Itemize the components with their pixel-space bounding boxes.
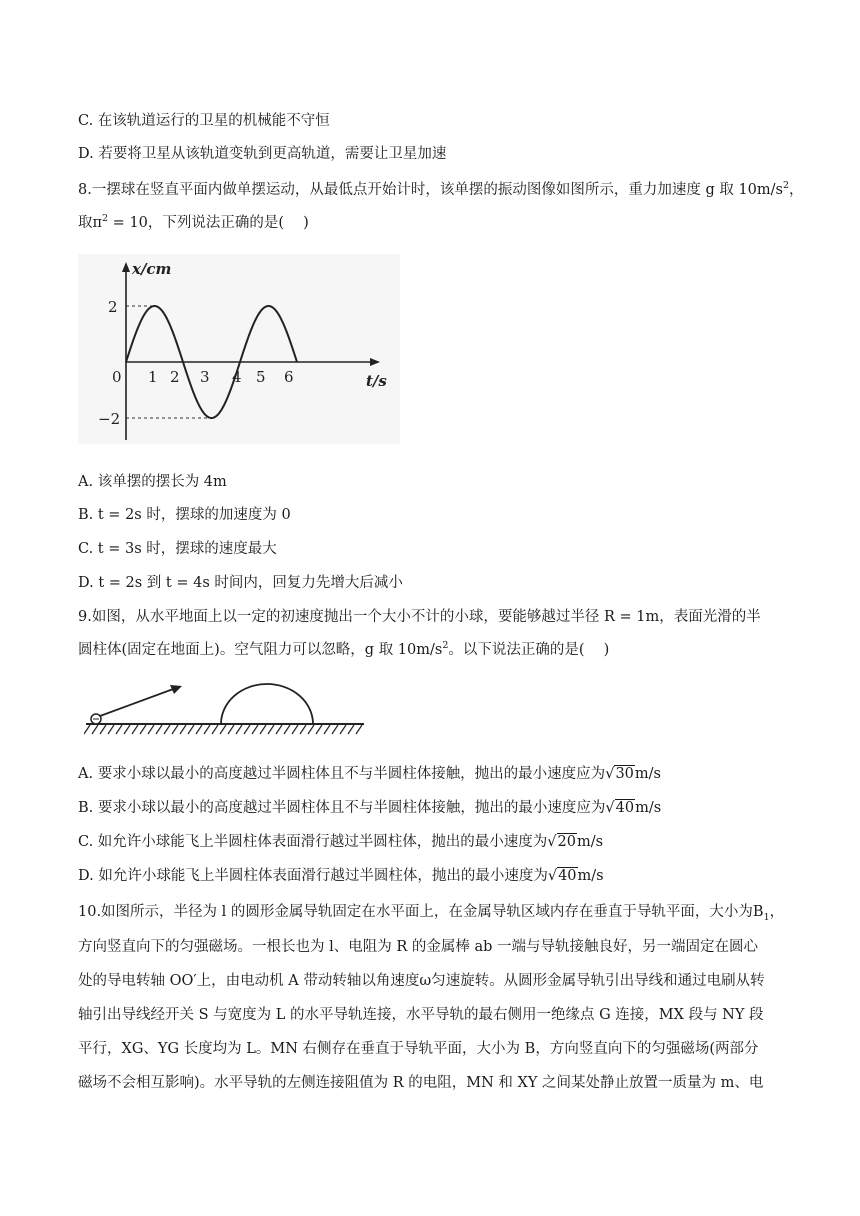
y-tick-2: 2 [108, 298, 118, 316]
q10-stem-line4: 轴引出导线经开关 S 与宽度为 L 的水平导轨连接，水平导轨的最右侧用一绝缘点 G 连接，MX 段与 NY 段 [78, 1007, 764, 1023]
q10-stem-line1: 10.如图所示，半径为 l 的圆形金属导轨固定在水平面上，在金属导轨区域内存在垂直于导轨平面，大小为$B_1$， [78, 904, 785, 923]
x-tick-5: 5 [256, 368, 266, 386]
x-tick-2: 2 [170, 368, 180, 386]
sqrt-symbol: √30 [605, 766, 634, 782]
semicylinder [221, 684, 313, 724]
q9-stem-line1: 9.如图，从水平地面上以一定的初速度抛出一个大小不计的小球，要能够越过半径 R = 1m，表面光滑的半 [78, 609, 761, 625]
x-tick-6: 6 [284, 368, 294, 386]
q9-option-d: D. 如允许小球能飞上半圆柱体表面滑行越过半圆柱体，抛出的最小速度为√40m/s [78, 868, 604, 884]
q8-vibration-graph [78, 254, 400, 444]
x-tick-1: 1 [148, 368, 158, 386]
origin-label: 0 [112, 368, 122, 386]
q9-projectile-figure [84, 676, 368, 740]
q8-option-a: A. 该单摆的摆长为 4m [78, 474, 227, 490]
q9-option-a: A. 要求小球以最小的高度越过半圆柱体且不与半圆柱体接触，抛出的最小速度应为√30m/s [78, 766, 661, 782]
sqrt-symbol: √20 [547, 834, 576, 850]
sqrt-symbol: √40 [605, 800, 635, 816]
q9-option-b: B. 要求小球以最小的高度越过半圆柱体且不与半圆柱体接触，抛出的最小速度应为√40m/s [78, 800, 662, 816]
q8-stem-line1: 8.一摆球在竖直平面内做单摆运动，从最低点开始计时，该单摆的振动图像如图所示，重力加速度 g 取 $10m/s^2$， [78, 180, 804, 198]
y-tick-neg2: −2 [98, 410, 121, 428]
q10-stem-line6: 磁场不会相互影响)。水平导轨的左侧连接阻值为 R 的电阻，MN 和 XY 之间某处静止放置一质量为 m、电 [78, 1075, 764, 1091]
q9-option-c: C. 如允许小球能飞上半圆柱体表面滑行越过半圆柱体，抛出的最小速度为√20m/s [78, 834, 604, 850]
x-tick-3: 3 [200, 368, 210, 386]
y-axis-label: x/cm [132, 260, 172, 278]
q10-stem-line2: 方向竖直向下的匀强磁场。一根长也为 l、电阻为 R 的金属棒 ab 一端与导轨接触良好，另一端固定在圆心 [78, 939, 759, 955]
q8-option-b: B. t = 2s 时，摆球的加速度为 0 [78, 507, 291, 523]
x-axis-label: t/s [366, 372, 387, 390]
q7-option-d: D. 若要将卫星从该轨道变轨到更高轨道，需要让卫星加速 [78, 146, 447, 162]
sqrt-symbol: √40 [547, 868, 577, 884]
q10-stem-line5: 平行，XG、YG 长度均为 L。MN 右侧存在垂直于导轨平面，大小为 B，方向竖直向下的匀强磁场(两部分 [78, 1041, 759, 1057]
q8-option-c: C. t = 3s 时，摆球的速度最大 [78, 541, 277, 557]
q9-stem-line2: 圆柱体(固定在地面上)。空气阻力可以忽略，g 取 $10m/s^2$。以下说法正确的是( ) [78, 640, 610, 658]
q8-stem-line2: 取$\pi^2 = 10$，下列说法正确的是( ) [78, 213, 309, 231]
q8-option-d: D. t = 2s 到 t = 4s 时间内，回复力先增大后减小 [78, 575, 403, 591]
velocity-arrow [100, 688, 176, 716]
x-tick-4: 4 [232, 368, 242, 386]
q10-stem-line3: 处的导电转轴 OO′上，由电动机 A 带动转轴以角速度ω匀速旋转。从圆形金属导轨引出导线和通过电刷从转 [78, 973, 765, 989]
ground-hatching [84, 725, 362, 734]
q7-option-c: C. 在该轨道运行的卫星的机械能不守恒 [78, 113, 330, 129]
